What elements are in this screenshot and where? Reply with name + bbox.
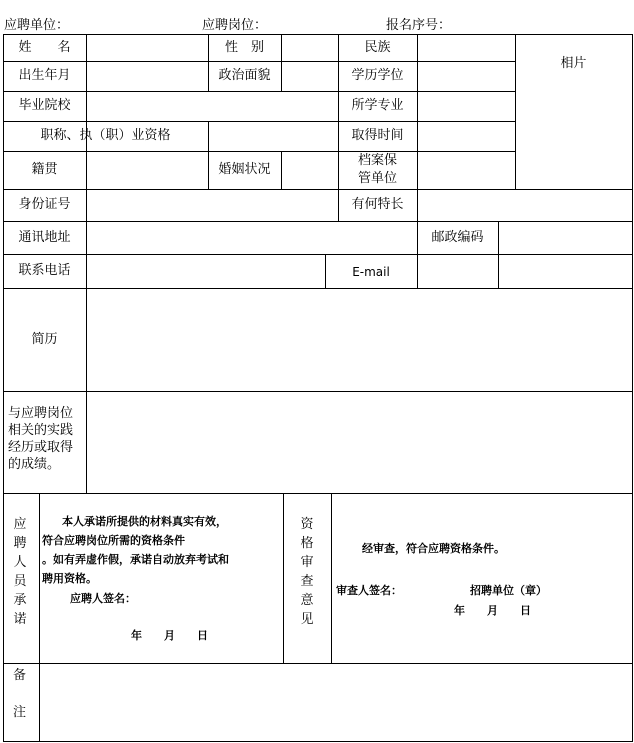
remarks-char-2: 注 [13,705,27,720]
degree-label: 学历学位 [351,68,404,83]
name-label: 姓 名 [18,40,71,55]
major-input[interactable] [418,92,515,121]
position-label: 应聘岗位： [202,18,268,33]
commitment-line2: 符合应聘岗位所需的资格条件 [42,534,185,547]
title-qual-input[interactable] [209,122,338,151]
archive-label-line1: 档案保 [357,153,397,168]
experience-label: 与应聘岗位相关的实践经历或取得的成绩。 [8,406,74,472]
email-label: E-mail [352,265,390,279]
birth-label: 出生年月 [18,68,71,83]
gender-input[interactable] [282,35,338,61]
resume-label: 简历 [31,332,58,347]
commitment-line3: 。如有弄虚作假，承诺自动放弃考试和 [42,553,229,566]
review-side-label: 资格审查意见 [300,517,314,627]
postcode-label: 邮政编码 [431,230,484,245]
native-place-input[interactable] [87,152,208,189]
ethnicity-input[interactable] [418,35,515,61]
experience-input[interactable] [87,392,632,493]
gender-label: 性 别 [224,40,264,55]
school-label: 毕业院校 [18,98,71,113]
title-qual-label: 职称、执（职）业资格 [40,128,171,143]
native-place-label: 籍贯 [31,162,58,177]
photo-label: 相片 [560,56,587,71]
commitment-side-label: 应聘人员承诺 [13,517,27,627]
archive-input[interactable] [418,152,515,189]
review-date: 年 月 日 [454,604,531,617]
commitment-line1: 本人承诺所提供的材料真实有效， [62,515,227,528]
school-input[interactable] [87,92,338,121]
birth-input[interactable] [87,62,208,91]
serial-label: 报名序号： [386,18,452,33]
political-input[interactable] [282,62,338,91]
remarks-input[interactable] [40,664,632,741]
specialty-label: 有何特长 [351,197,404,212]
degree-input[interactable] [418,62,515,91]
name-input[interactable] [87,35,208,61]
resume-input[interactable] [87,289,632,391]
political-label: 政治面貌 [218,68,271,83]
specialty-input[interactable] [418,190,632,221]
postcode-input[interactable] [499,222,632,254]
commitment-signature: 应聘人签名： [70,592,136,605]
address-label: 通讯地址 [18,230,71,245]
unit-label: 应聘单位： [4,18,70,33]
marital-input[interactable] [282,152,338,189]
email-input[interactable] [418,255,498,288]
id-number-input[interactable] [87,190,338,221]
ethnicity-label: 民族 [364,40,391,55]
photo-box[interactable] [516,35,632,189]
id-number-label: 身份证号 [18,197,71,212]
major-label: 所学专业 [351,98,404,113]
obtain-time-input[interactable] [418,122,515,151]
commitment-line4: 聘用资格。 [42,572,97,585]
review-statement: 经审查，符合应聘资格条件。 [362,542,505,555]
phone-input[interactable] [87,255,325,288]
commitment-date: 年 月 日 [131,629,208,642]
archive-label-line2: 管单位 [357,171,397,186]
reviewer-signature: 审查人签名： [336,584,402,597]
obtain-time-label: 取得时间 [351,128,404,143]
phone-label: 联系电话 [18,263,71,278]
address-input[interactable] [87,222,417,254]
marital-label: 婚姻状况 [218,162,271,177]
remarks-char-1: 备 [13,668,27,683]
employer-seal: 招聘单位（章） [470,584,547,597]
